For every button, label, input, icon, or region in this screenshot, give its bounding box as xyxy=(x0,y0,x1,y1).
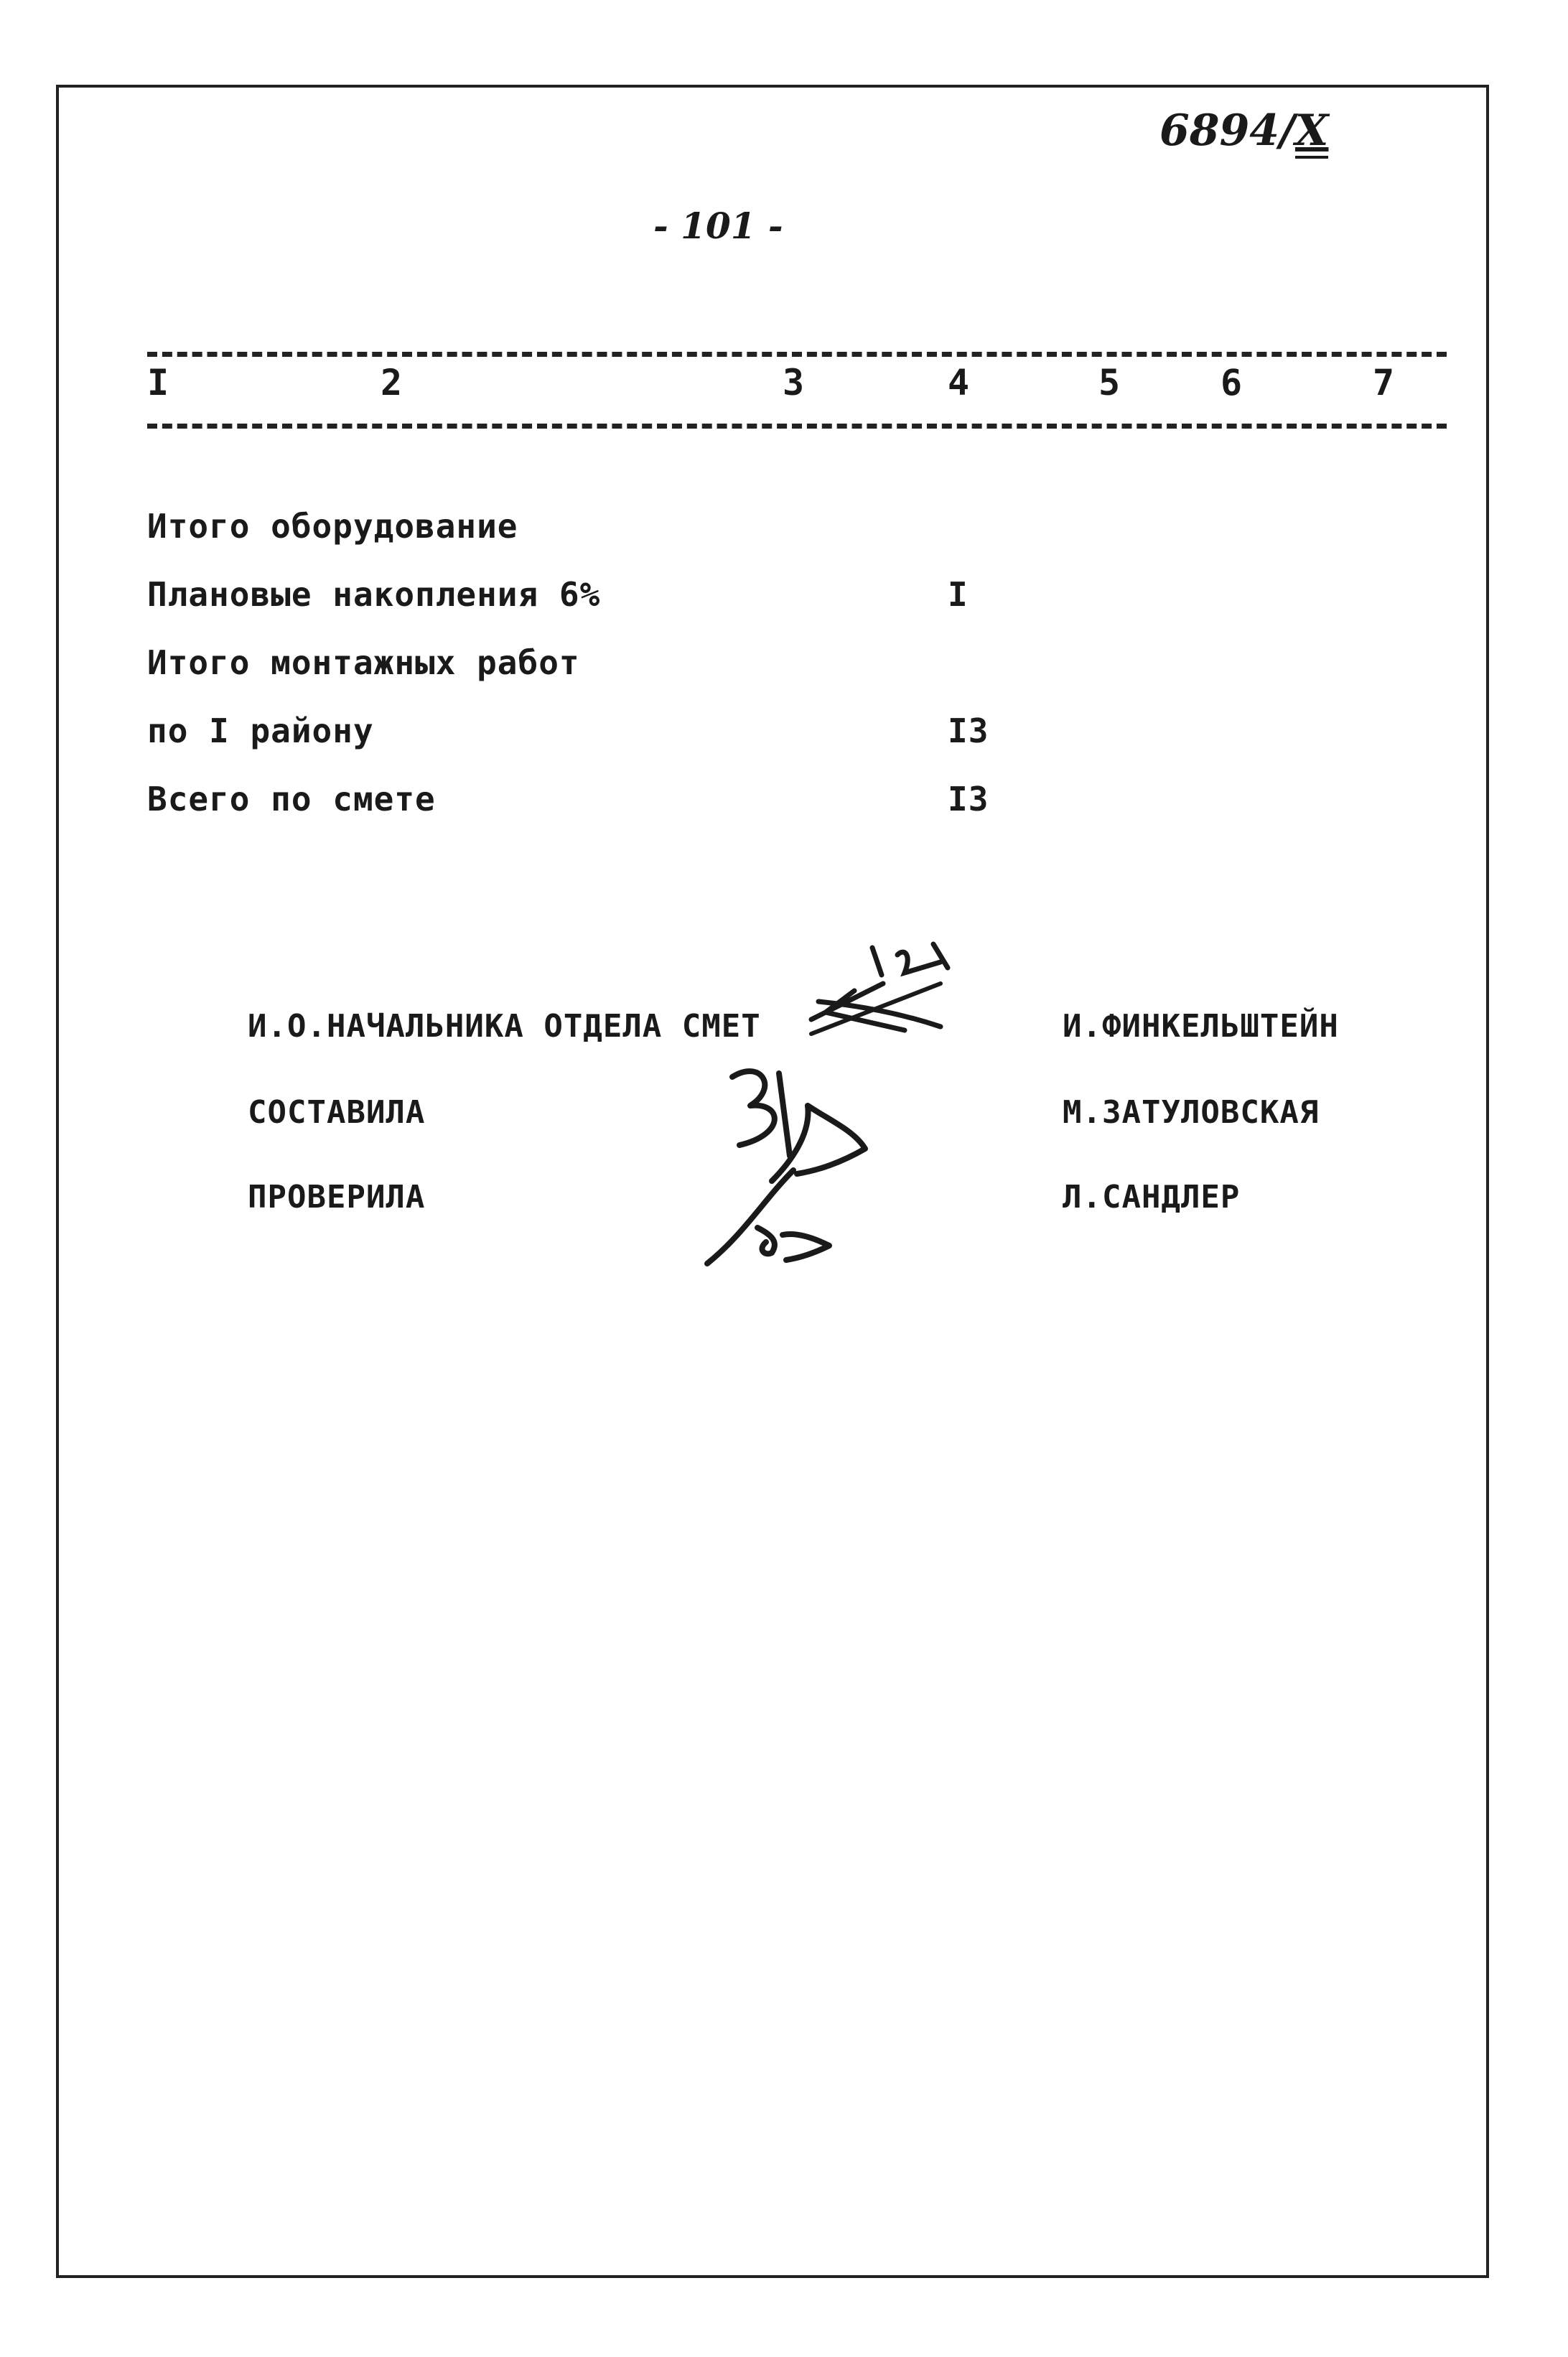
handwritten-signature-checker xyxy=(686,1163,872,1278)
column-number-1: I xyxy=(147,362,170,403)
row-label: Всего по смете xyxy=(147,780,436,818)
column-number-6: 6 xyxy=(1221,362,1243,403)
row-value: I3 xyxy=(948,711,989,750)
row-value: I xyxy=(948,575,969,614)
column-number-5: 5 xyxy=(1098,362,1121,403)
signature-name: И.ФИНКЕЛЬШТЕЙН xyxy=(1063,1008,1339,1045)
signature-role: ПРОВЕРИЛА xyxy=(248,1179,426,1215)
archive-roman: X xyxy=(1295,106,1329,159)
row-label: Плановые накопления 6% xyxy=(147,575,601,614)
signature-name: Л.САНДЛЕР xyxy=(1063,1179,1241,1215)
column-number-4: 4 xyxy=(948,362,971,403)
column-number-2: 2 xyxy=(381,362,403,403)
column-number-3: 3 xyxy=(783,362,806,403)
signature-role: И.О.НАЧАЛЬНИКА ОТДЕЛА СМЕТ xyxy=(248,1008,761,1045)
column-number-7: 7 xyxy=(1373,362,1396,403)
archive-number-text: 6894/ xyxy=(1159,106,1295,156)
handwritten-signature-head xyxy=(797,933,1034,1063)
row-label: по I району xyxy=(147,711,374,750)
row-label: Итого оборудование xyxy=(147,507,518,546)
row-label: Итого монтажных работ xyxy=(147,643,580,682)
page-number: - 101 - xyxy=(653,205,783,247)
archive-number xyxy=(1159,106,1329,156)
header-rule-top xyxy=(147,352,1447,357)
row-value: I3 xyxy=(948,780,989,818)
header-rule-bottom xyxy=(147,424,1447,429)
signature-name: М.ЗАТУЛОВСКАЯ xyxy=(1063,1094,1320,1131)
signature-role: СОСТАВИЛА xyxy=(248,1094,426,1131)
